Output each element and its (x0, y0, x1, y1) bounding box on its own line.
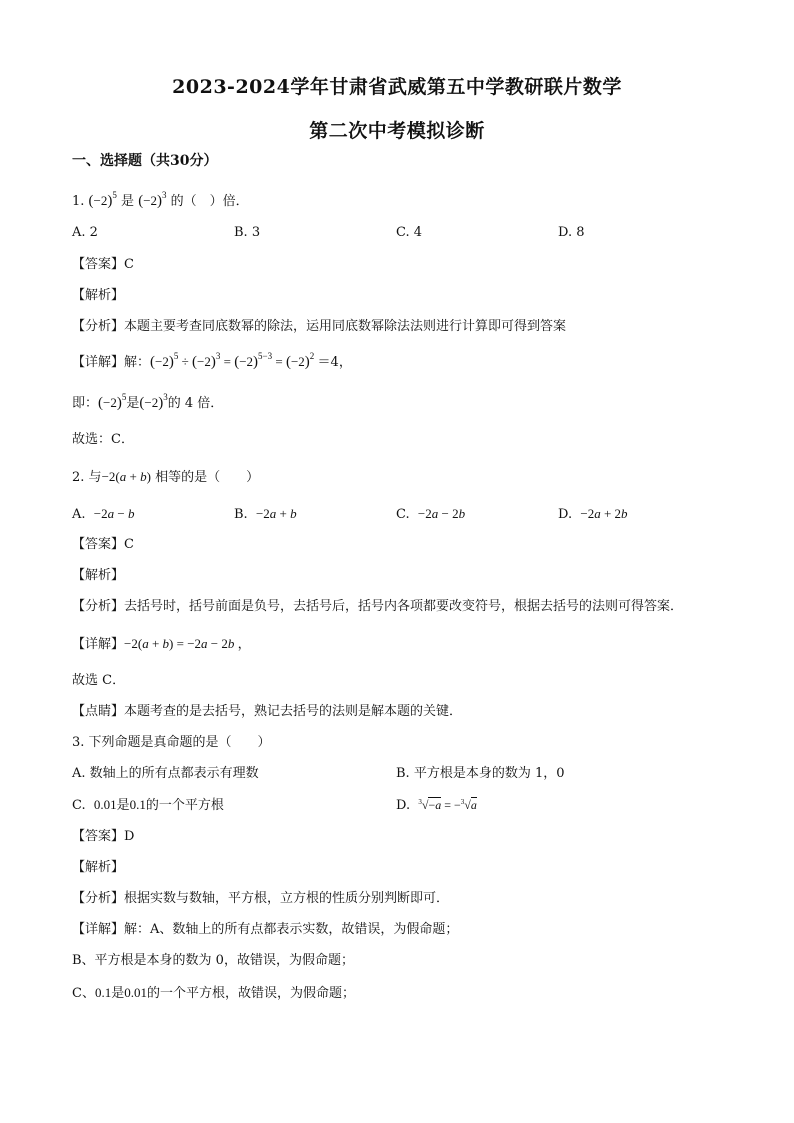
q1-detail-formula: $(-2)^5 \div (-2)^3 = (-2)^{5-3} = (-2)^2$ (150, 351, 315, 370)
q2-answer: 【答案】C (72, 537, 134, 552)
q2-option-d-expr: −2a + 2b (580, 506, 628, 521)
q1-expr-1: $(-2)^5$ (88, 190, 117, 209)
q3-number: 3. (72, 735, 85, 750)
q3-option-d-label: D. (396, 798, 411, 813)
q3-option-c-expr: 0.01是0.1 (93, 797, 146, 812)
q2-option-b (234, 505, 297, 524)
q2-fenxi: 【分析】去括号时，括号前面是负号，去括号后，括号内各项都要改变符号，根据去括号的法则可得答案． (72, 599, 684, 614)
q2-option-c-label: C. (396, 507, 410, 522)
q2-number: 2. (72, 470, 85, 485)
q1-ji-mid: 是 (126, 396, 140, 411)
q3-line-c-text: 的一个平方根，故错误，为假命题； (146, 986, 355, 1001)
q2-detail-label: 【详解】 (72, 637, 125, 652)
q1-option-a: A. 2 (72, 225, 98, 240)
section-heading: 一、选择题（共30分） (72, 153, 218, 169)
q2-option-b-label: B. (234, 507, 248, 522)
q2-suffix: 相等的是（ ） (155, 470, 260, 485)
q1-ji-prefix: 即： (72, 396, 99, 411)
q2-dianjing: 【点睛】本题考查的是去括号，熟记去括号的法则是解本题的关键． (72, 704, 463, 719)
q2-choose: 故选 C． (72, 673, 126, 688)
q3-option-b: B. 平方根是本身的数为 1，0 (396, 766, 565, 781)
q2-option-d-label: D. (558, 507, 573, 522)
q1-fenxi: 【分析】本题主要考查同底数幂的除法，运用同底数幂除法法则进行计算即可得到答案 (72, 319, 567, 334)
q1-option-b: B. 3 (234, 225, 261, 240)
q2-detail-formula: −2(a + b) = −2a − 2b ， (124, 636, 251, 651)
q3-option-c-label: C. (72, 798, 86, 813)
q3-option-c (72, 796, 224, 815)
q3-stem-text: 下列命题是真命题的是（ ） (88, 735, 271, 750)
q1-detail-label: 【详解】解： (72, 355, 151, 370)
q3-line-c (72, 984, 355, 1003)
q1-number: 1. (72, 194, 85, 209)
q1-detail-result: ＝4， (317, 355, 352, 370)
q3-stem (72, 734, 271, 752)
q3-analysis-label: 【解析】 (72, 860, 125, 875)
q2-option-a-expr: −2a − b (93, 506, 135, 521)
q1-choose: 故选：C． (72, 432, 134, 447)
q1-conclusion (72, 394, 223, 413)
q1-text-mid: 是 (121, 194, 135, 209)
q3-fenxi: 【分析】根据实数与数轴，平方根，立方根的性质分别判断即可． (72, 891, 450, 906)
q1-expr-2: $(-2)^3$ (138, 190, 167, 209)
q1-analysis-label: 【解析】 (72, 288, 125, 303)
q3-answer: 【答案】D (72, 829, 135, 844)
q2-option-a (72, 505, 134, 524)
q2-detail (72, 635, 251, 654)
q3-line-b: B、平方根是本身的数为 0，故错误，为假命题； (72, 953, 354, 968)
q2-prefix: 与 (88, 470, 102, 485)
q2-analysis-label: 【解析】 (72, 568, 125, 583)
q3-line-c-prefix: C、 (72, 986, 95, 1001)
q2-option-d (558, 505, 628, 524)
q1-ji-expr-2: $(-2)^3$ (139, 392, 168, 411)
q2-option-c (396, 505, 465, 524)
q1-stem (72, 192, 249, 211)
q3-option-a: A. 数轴上的所有点都表示有理数 (72, 766, 259, 781)
q1-option-d: D. 8 (558, 225, 585, 240)
q3-line-c-expr: 0.1是0.01 (94, 985, 147, 1000)
q1-answer: 【答案】C (72, 257, 134, 272)
document-title-line1: 2023-2024学年甘肃省武威第五中学教研联片数学 (172, 76, 622, 98)
q3-option-d (396, 796, 477, 815)
q2-expr: −2(a + b) (101, 469, 151, 484)
q2-option-a-label: A. (72, 507, 86, 522)
q1-ji-end: 的 4 倍． (167, 396, 224, 411)
q2-option-b-expr: −2a + b (255, 506, 297, 521)
q3-option-d-expr: $^3$√−a = −$^3$√a (418, 798, 477, 812)
q1-ji-expr-1: $(-2)^5$ (98, 392, 127, 411)
q2-option-c-expr: −2a − 2b (417, 506, 466, 521)
q3-option-c-text: 的一个平方根 (145, 798, 224, 813)
q1-option-c: C. 4 (396, 225, 423, 240)
document-title-line2: 第二次中考模拟诊断 (309, 120, 485, 142)
q2-stem (72, 468, 259, 487)
q1-detail (72, 353, 352, 372)
q1-text-end: 的（ ）倍． (170, 194, 249, 209)
q3-detail: 【详解】解：A、数轴上的所有点都表示实数，故错误，为假命题； (72, 922, 459, 937)
